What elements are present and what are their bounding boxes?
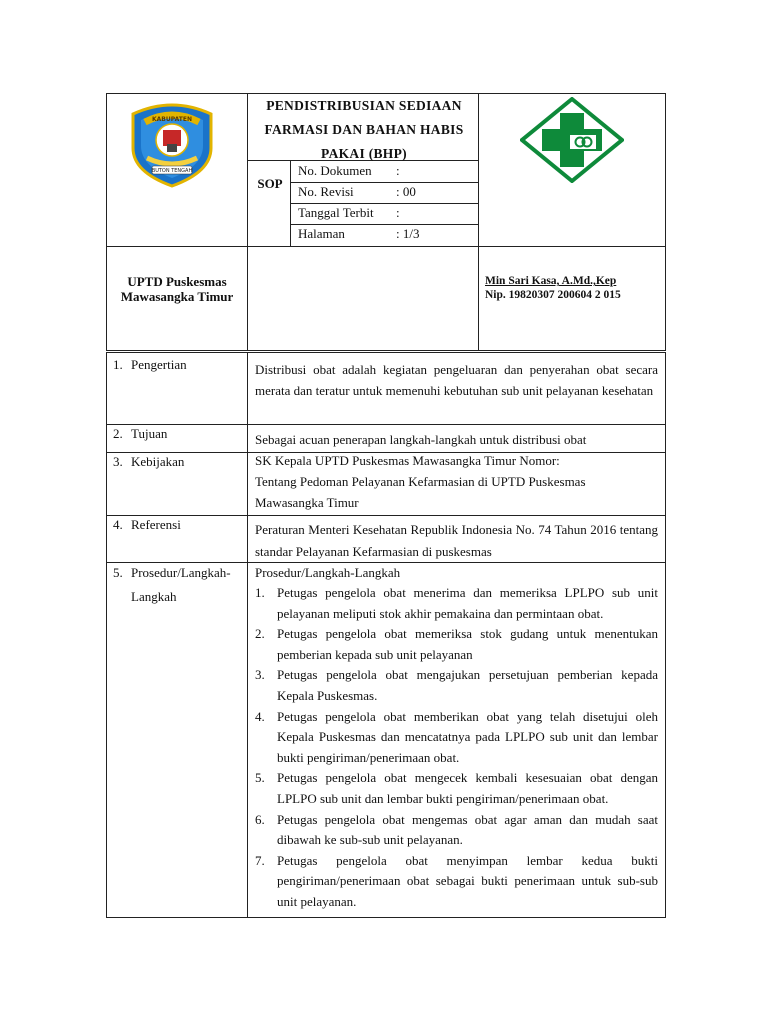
emblem-bottom-text: BUTON TENGAH	[151, 168, 193, 174]
list-item	[255, 810, 658, 851]
step-text: Petugas pengelola obat mengajukan persetujuan pemberian kepada Kepala Puskesmas.	[277, 667, 658, 703]
unit-name-line2: Mawasangka Timur	[120, 289, 234, 304]
text-tujuan: Sebagai acuan penerapan langkah-langkah untuk distribusi obat	[255, 432, 587, 447]
step-number: 3.	[255, 667, 265, 683]
meta-value: : 1/3	[396, 226, 420, 241]
list-item	[255, 768, 658, 809]
meta-row-halaman	[298, 226, 419, 242]
sop-label: SOP	[257, 176, 283, 191]
meta-row-no-dokumen	[298, 163, 400, 179]
step-text: Petugas pengelola obat mengecek kembali kesesuaian obat dengan LPLPO sub unit dan lembar bukti pengiriman/penerimaan obat.	[277, 770, 658, 806]
unit-name-line1: UPTD Puskesmas	[127, 274, 227, 289]
section-number: 4.	[113, 517, 123, 532]
step-text: Petugas pengelola obat memberikan obat yang telah disetujui oleh Kepala Puskesmas dan mencatatnya pada LPLPO sub unit dan lembar bukti pengiriman/penerimaan obat.	[277, 708, 658, 765]
meta-key: No. Revisi	[298, 184, 354, 199]
list-item	[255, 851, 658, 913]
section-number: 5.	[113, 565, 123, 580]
step-number: 6.	[255, 811, 265, 827]
signer-nip: Nip. 19820307 200604 2 015	[485, 289, 621, 301]
label-kebijakan	[113, 452, 184, 472]
text-pengertian: Distribusi obat adalah kegiatan pengeluaran dan penyerahan obat secara merata dan teratur untuk memenuhi kebutuhan sub unit pelayanan kesehatan	[255, 362, 658, 398]
label-tujuan	[113, 424, 167, 444]
signer-block	[485, 274, 621, 302]
step-number: 1.	[255, 585, 265, 600]
step-number: 2.	[255, 626, 265, 642]
prosedur-steps-list	[255, 583, 658, 913]
section-number: 3.	[113, 454, 123, 469]
step-number: 4.	[255, 708, 265, 724]
meta-value: : 00	[396, 184, 416, 199]
step-text: Petugas pengelola obat mengemas obat agar aman dan mudah saat dibawah ke sub-sub unit pelayanan.	[277, 811, 658, 848]
signer-name: Min Sari Kasa, A.Md.,Kep	[485, 275, 617, 287]
section-label: Pengertian	[131, 357, 187, 372]
meta-row-no-revisi	[298, 184, 416, 200]
meta-key: Halaman	[298, 226, 345, 241]
list-item	[255, 583, 658, 624]
meta-row-tanggal-terbit	[298, 205, 400, 221]
section-label: Referensi	[131, 517, 181, 532]
kebijakan-line1: SK Kepala UPTD Puskesmas Mawasangka Timur Nomor:	[255, 453, 560, 468]
emblem-top-text: KABUPATEN	[152, 116, 192, 123]
label-referensi	[113, 515, 181, 535]
step-text: Petugas pengelola obat memeriksa stok gudang untuk menentukan pemberian kepada sub unit pelayanan	[277, 626, 658, 662]
section-number: 2.	[113, 426, 123, 441]
step-number: 5.	[255, 770, 265, 786]
meta-key: No. Dokumen	[298, 163, 372, 178]
step-text: Petugas pengelola obat menyimpan lembar kedua bukti pengiriman/penerimaan obat sebagai bukti penerimaan untuk sub-sub unit pelayanan.	[277, 852, 658, 909]
prosedur-heading: Prosedur/Langkah-Langkah	[255, 565, 401, 580]
label-pengertian	[113, 355, 187, 375]
puskesmas-cross-logo-icon	[520, 97, 624, 183]
list-item	[255, 665, 658, 706]
text-referensi: Peraturan Menteri Kesehatan Republik Indonesia No. 74 Tahun 2016 tentang standar Pelayanan Kefarmasian di puskesmas	[255, 522, 658, 559]
step-number: 7.	[255, 852, 265, 868]
section-label: Kebijakan	[131, 454, 185, 469]
kabupaten-buton-tengah-emblem-icon	[127, 100, 217, 188]
label-prosedur	[113, 563, 231, 611]
meta-key: Tanggal Terbit	[298, 205, 374, 220]
section-label: Prosedur/Langkah-	[131, 565, 231, 580]
list-item	[255, 707, 658, 769]
section-number: 1.	[113, 357, 123, 372]
unit-name	[108, 274, 246, 304]
step-text: Petugas pengelola obat menerima dan memeriksa LPLPO sub unit pelayanan meliputi stok akhir pemakaina dan permintaan obat.	[277, 585, 658, 621]
meta-value: :	[396, 205, 400, 220]
meta-value: :	[396, 163, 400, 178]
document-title: PENDISTRIBUSIAN SEDIAAN FARMASI DAN BAHAN HABIS PAKAI (BHP)	[264, 98, 464, 161]
list-item	[255, 624, 658, 665]
kebijakan-line2: Tentang Pedoman Pelayanan Kefarmasian di UPTD Puskesmas Mawasangka Timur	[255, 474, 586, 510]
section-label-cont: Langkah	[131, 589, 177, 604]
section-label: Tujuan	[131, 426, 168, 441]
text-kebijakan	[255, 450, 658, 513]
